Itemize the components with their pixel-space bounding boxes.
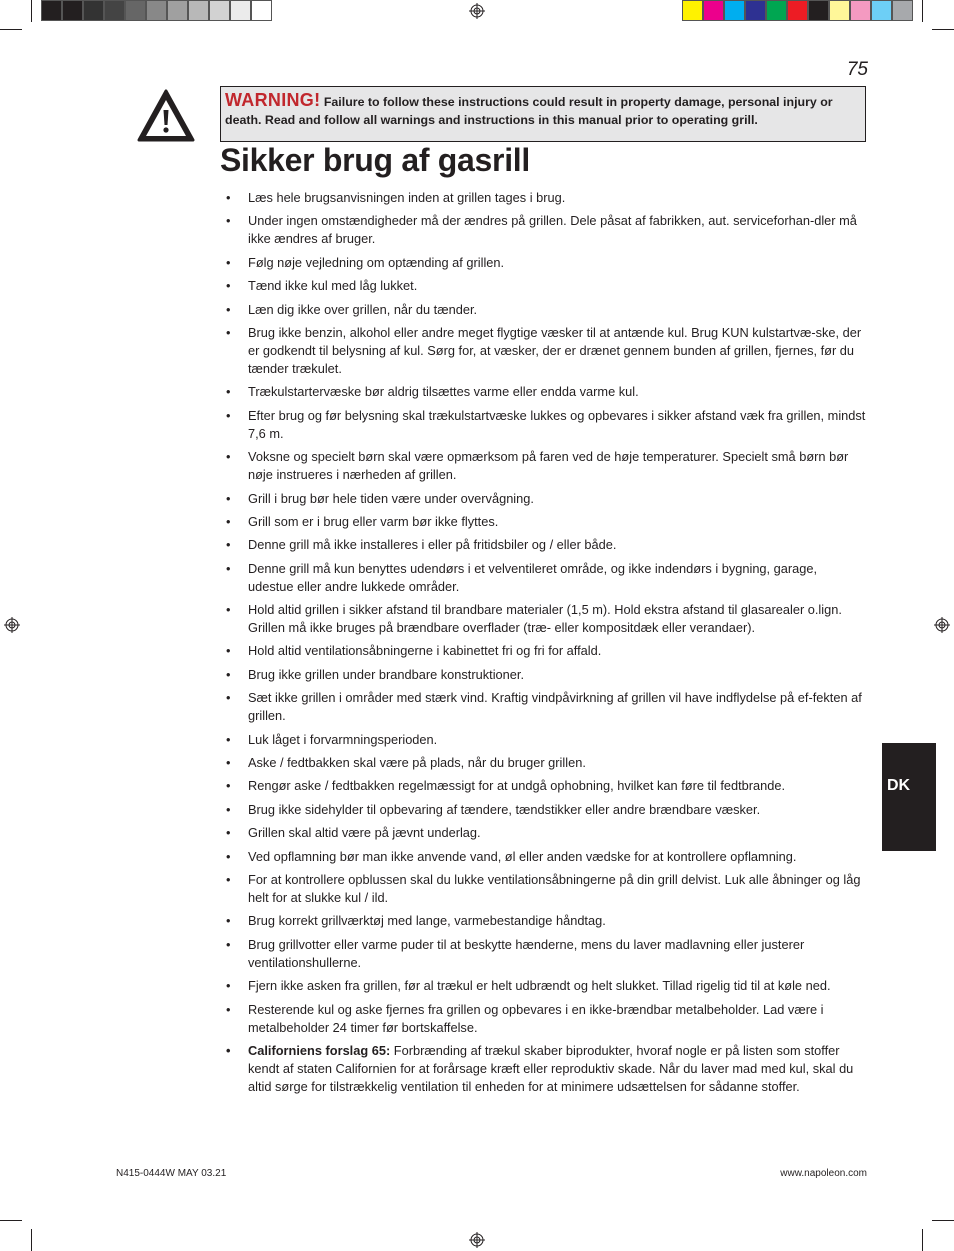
rule-text: Fjern ikke asken fra grillen, før al trækul er helt udbrændt og helt slukket. Tillad rigelig tid til at køle ned. — [248, 978, 831, 994]
color-swatch — [724, 0, 745, 21]
color-swatch — [703, 0, 724, 21]
grayscale-swatch — [104, 0, 125, 21]
rule-text: Denne grill må kun benyttes udendørs i et velventileret område, og ikke indendørs i bygning, garage, udestue eller andre lukkede områder. — [248, 560, 818, 594]
rule-item — [221, 560, 866, 596]
warning-title: WARNING! — [225, 90, 321, 110]
bullet-icon: • — [226, 1042, 231, 1058]
rule-text: Grill som er i brug eller varm bør ikke flyttes. — [248, 513, 499, 529]
bullet-icon: • — [226, 778, 231, 794]
rule-text: Aske / fedtbakken skal være på plads, når du bruger grillen. — [248, 755, 586, 771]
bullet-icon: • — [226, 537, 231, 553]
rule-text: Læs hele brugsanvisningen inden at grillen tages i brug. — [248, 190, 566, 205]
rule-item — [221, 189, 866, 207]
bullet-icon: • — [226, 825, 231, 841]
document-code: N415-0444W MAY 03.21 — [116, 1168, 227, 1179]
bullet-icon: • — [226, 213, 231, 229]
grayscale-swatch — [188, 0, 209, 21]
prop65-label: Californiens forslag 65: — [248, 1042, 391, 1058]
rule-text: For at kontrollere opblussen skal du lukke ventilationsåbningerne på din grill delvist. Luk alle åbninger og låg helt for at slukke kul / ild. — [248, 871, 861, 905]
rule-text: Trækulstartervæske bør aldrig tilsættes varme eller endda varme kul. — [248, 384, 639, 400]
rule-item — [221, 254, 866, 272]
color-swatch — [892, 0, 913, 21]
rule-item — [221, 324, 866, 378]
crop-mark — [0, 1220, 22, 1221]
bullet-icon: • — [226, 278, 231, 294]
warning-box — [220, 86, 866, 142]
rule-text: Under ingen omstændigheder må der ændres på grillen. Dele påsat af fabrikken, aut. serviceforhan-dler må ikke ændres af bruger. — [248, 213, 857, 247]
rule-text: Voksne og specielt børn skal være opmærksom på faren ved de høje temperaturer. Specielt små børn bør nøje instrueres i nærheden af grillen. — [248, 449, 849, 483]
rule-item — [221, 513, 866, 531]
bullet-icon: • — [226, 755, 231, 771]
warning-triangle-icon — [137, 89, 195, 143]
bullet-icon: • — [226, 301, 231, 317]
grayscale-swatch — [62, 0, 83, 21]
rule-text: Brug grillvotter eller varme puder til at beskytte hænderne, mens du laver madlavning eller justerer ventilationshullerne. — [248, 936, 805, 970]
rule-item — [221, 871, 866, 907]
bullet-icon: • — [226, 936, 231, 952]
rule-item — [221, 801, 866, 819]
crop-mark — [922, 1229, 923, 1251]
rule-item — [221, 212, 866, 248]
bullet-icon: • — [226, 848, 231, 864]
grayscale-swatch — [146, 0, 167, 21]
rule-item — [221, 754, 866, 772]
safety-rules-list — [221, 189, 866, 1101]
grayscale-swatch — [230, 0, 251, 21]
grayscale-swatch — [125, 0, 146, 21]
rule-text: Sæt ikke grillen i områder med stærk vind. Kraftig vindpåvirkning af grillen vil have indflydelse på ef-fekten af grillen. — [248, 690, 862, 724]
bullet-icon: • — [226, 1001, 231, 1017]
language-tab-label: DK — [887, 777, 911, 794]
crop-mark — [0, 29, 22, 30]
color-swatch — [871, 0, 892, 21]
registration-target-icon — [934, 617, 950, 633]
registration-target-icon — [4, 617, 20, 633]
rule-item — [221, 731, 866, 749]
rule-item — [221, 642, 866, 660]
website-link[interactable]: www.napoleon.com — [780, 1168, 867, 1179]
rule-text: Brug ikke benzin, alkohol eller andre meget flygtige væsker til at antænde kul. Brug KUN kulstartvæ-ske, der er godkendt til belysning af kul. Sørg for, at væsker, der er drænet gennem bunden af grillen, fjernes, før du tænder trækulet. — [248, 324, 862, 376]
grayscale-swatch — [83, 0, 104, 21]
rule-item — [221, 912, 866, 930]
bullet-icon: • — [226, 324, 231, 340]
prop65-text: Forbrænding af trækul skaber biprodukter, hvoraf nogle er på listen som stoffer kendt af staten Californien for at forårsage kræft eller reproduktiv skade. Når du laver mad med kul, skal du altid sørge for tilstrækkelig ventilation til enheden for at minimere udsættelsen for sådanne stoffer. — [248, 1042, 854, 1094]
page-number: 75 — [846, 59, 868, 80]
bullet-icon: • — [226, 560, 231, 576]
grayscale-swatch — [209, 0, 230, 21]
bullet-icon: • — [226, 978, 231, 994]
rule-item — [221, 383, 866, 401]
bullet-icon: • — [226, 602, 231, 618]
bullet-icon: • — [226, 513, 231, 529]
grayscale-swatch — [41, 0, 62, 21]
color-swatch — [787, 0, 808, 21]
rule-item — [221, 448, 866, 484]
rule-text: Ved opflamning bør man ikke anvende vand, øl eller anden vædske for at kontrollere opflamning. — [248, 848, 797, 864]
rule-item — [221, 824, 866, 842]
rule-item — [221, 977, 866, 995]
rule-text: Grill i brug bør hele tiden være under overvågning. — [248, 490, 534, 506]
crop-mark — [31, 0, 32, 22]
color-swatch — [745, 0, 766, 21]
rule-item — [221, 666, 866, 684]
crop-mark — [31, 1229, 32, 1251]
bullet-icon: • — [226, 801, 231, 817]
rule-item — [221, 777, 866, 795]
rule-text: Brug ikke sidehylder til opbevaring af tændere, tændstikker eller andre brændbare væsker. — [248, 801, 761, 817]
bullet-icon: • — [226, 384, 231, 400]
color-swatch — [808, 0, 829, 21]
page-title: Sikker brug af gasrill — [220, 142, 530, 178]
rule-text: Læn dig ikke over grillen, når du tænder. — [248, 301, 478, 317]
rule-text: Denne grill må ikke installeres i eller på fritidsbiler og / eller både. — [248, 537, 617, 553]
rule-item-prop65 — [221, 1042, 866, 1096]
grayscale-swatch — [251, 0, 272, 21]
rule-item — [221, 848, 866, 866]
bullet-icon: • — [226, 190, 231, 205]
rule-text: Luk låget i forvarmningsperioden. — [248, 731, 438, 747]
bullet-icon: • — [226, 407, 231, 423]
color-swatch — [766, 0, 787, 21]
rule-item — [221, 601, 866, 637]
bullet-icon: • — [226, 490, 231, 506]
registration-target-icon — [469, 1232, 485, 1248]
rule-text: Rengør aske / fedtbakken regelmæssigt for at undgå ophobning, hvilket kan føre til fedtbrande. — [248, 778, 786, 794]
grayscale-swatch — [167, 0, 188, 21]
language-tab — [882, 743, 936, 851]
bullet-icon: • — [226, 690, 231, 706]
rule-item — [221, 407, 866, 443]
rule-item — [221, 277, 866, 295]
crop-mark — [932, 29, 954, 30]
rule-item — [221, 936, 866, 972]
registration-target-icon — [469, 3, 485, 19]
bullet-icon: • — [226, 913, 231, 929]
rule-text: Hold altid ventilationsåbningerne i kabinettet fri og fri for affald. — [248, 643, 602, 659]
rule-item — [221, 689, 866, 725]
rule-text: Brug ikke grillen under brandbare konstruktioner. — [248, 666, 525, 682]
warning-text: Failure to follow these instructions could result in property damage, personal injury or death. Read and follow all warnings and instructions in this manual prior to operating grill. — [225, 95, 833, 127]
bullet-icon: • — [226, 666, 231, 682]
rule-text: Hold altid grillen i sikker afstand til brandbare materialer (1,5 m). Hold ekstra afstand til glasarealer o.lign. Grillen må ikke bruges på brændbare overflader (træ- eller kompositdæk eller verandaer). — [248, 602, 842, 636]
rule-text: Grillen skal altid være på jævnt underlag. — [248, 825, 481, 841]
rule-text: Efter brug og før belysning skal trækulstartvæske lukkes og opbevares i sikker afstand væk fra grillen, mindst 7,6 m. — [248, 407, 866, 441]
color-swatch — [682, 0, 703, 21]
rule-text: Brug korrekt grillværktøj med lange, varmebestandige håndtag. — [248, 913, 606, 929]
rule-item — [221, 490, 866, 508]
color-swatch — [850, 0, 871, 21]
bullet-icon: • — [226, 731, 231, 747]
rule-text: Tænd ikke kul med låg lukket. — [248, 278, 418, 294]
rule-item — [221, 1001, 866, 1037]
rule-text: Resterende kul og aske fjernes fra grillen og opbevares i en ikke-brændbar metalbeholder. Lad være i metalbeholder 24 timer før bortskaffelse. — [248, 1001, 824, 1035]
rule-item — [221, 536, 866, 554]
bullet-icon: • — [226, 871, 231, 887]
color-swatch — [829, 0, 850, 21]
bullet-icon: • — [226, 643, 231, 659]
crop-mark — [932, 1220, 954, 1221]
rule-text: Følg nøje vejledning om optænding af grillen. — [248, 254, 505, 270]
bullet-icon: • — [226, 449, 231, 465]
crop-mark — [922, 0, 923, 22]
rule-item — [221, 301, 866, 319]
bullet-icon: • — [226, 254, 231, 270]
